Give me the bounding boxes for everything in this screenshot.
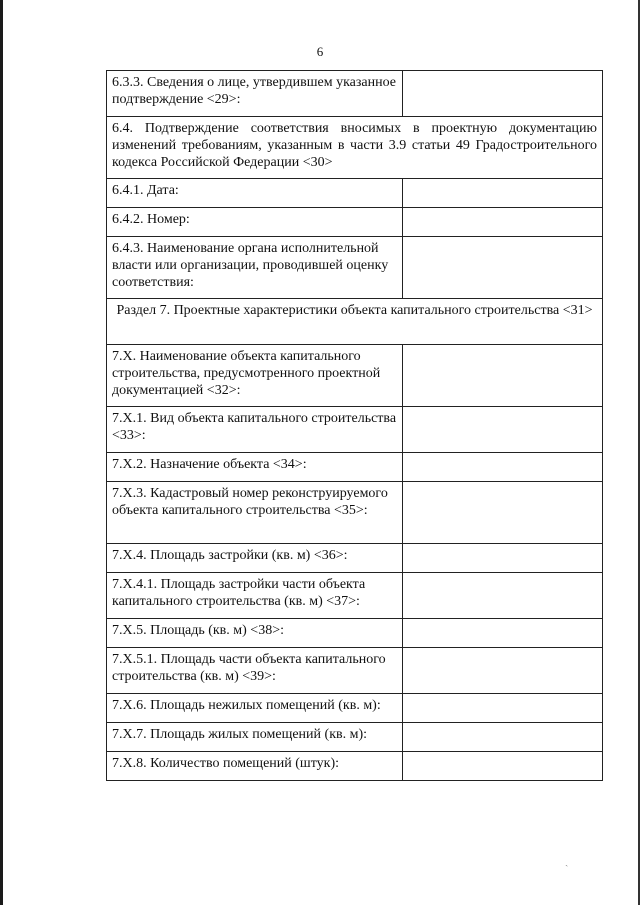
row-value[interactable] (403, 723, 603, 752)
table-row (107, 694, 603, 723)
scan-speck: ˏ (565, 856, 569, 867)
row-value[interactable] (403, 619, 603, 648)
row-value[interactable] (403, 648, 603, 694)
table-row (107, 345, 603, 407)
row-label: 7.X.8. Количество помещений (штук): (107, 752, 403, 781)
row-value[interactable] (403, 71, 603, 117)
row-label: 7.X.6. Площадь нежилых помещений (кв. м): (107, 694, 403, 723)
row-label: 7.X.5. Площадь (кв. м) <38>: (107, 619, 403, 648)
row-value[interactable] (403, 237, 603, 299)
table-row (107, 619, 603, 648)
table-row (107, 723, 603, 752)
row-label: 6.4.3. Наименование органа исполнительной власти или организации, проводившей оценку соответствия: (107, 237, 403, 299)
row-label: 7.X.2. Назначение объекта <34>: (107, 453, 403, 482)
table-row (107, 453, 603, 482)
row-value[interactable] (403, 453, 603, 482)
table-row-wide (107, 117, 603, 179)
row-value[interactable] (403, 752, 603, 781)
row-label: 7.X.3. Кадастровый номер реконструируемого объекта капитального строительства <35>: (107, 482, 403, 544)
row-label: 6.4.1. Дата: (107, 179, 403, 208)
table-row (107, 648, 603, 694)
section-heading-6-4: 6.4. Подтверждение соответствия вносимых в проектную документацию изменений требованиям, указанным в части 3.9 статьи 49 Градостроительного кодекса Российской Федерации <30> (107, 117, 603, 179)
row-value[interactable] (403, 544, 603, 573)
table-row (107, 544, 603, 573)
section-heading-7: Раздел 7. Проектные характеристики объекта капитального строительства <31> (107, 299, 603, 345)
row-value[interactable] (403, 179, 603, 208)
row-value[interactable] (403, 208, 603, 237)
row-value[interactable] (403, 694, 603, 723)
row-label: 7.X.1. Вид объекта капитального строительства <33>: (107, 407, 403, 453)
row-label: 7.X.7. Площадь жилых помещений (кв. м): (107, 723, 403, 752)
row-label: 6.4.2. Номер: (107, 208, 403, 237)
page-edge-shadow (0, 0, 3, 905)
row-label: 7.X.4.1. Площадь застройки части объекта капитального строительства (кв. м) <37>: (107, 573, 403, 619)
row-value[interactable] (403, 482, 603, 544)
row-value[interactable] (403, 573, 603, 619)
page-number: 6 (316, 44, 324, 59)
table-row (107, 208, 603, 237)
row-label: 7.X.5.1. Площадь части объекта капитального строительства (кв. м) <39>: (107, 648, 403, 694)
table-row (107, 573, 603, 619)
table-row (107, 179, 603, 208)
table-row (107, 237, 603, 299)
table-row (107, 482, 603, 544)
table-row (107, 407, 603, 453)
table-row (107, 752, 603, 781)
row-value[interactable] (403, 407, 603, 453)
row-label: 6.3.3. Сведения о лице, утвердившем указанное подтверждение <29>: (107, 71, 403, 117)
row-label: 7.X.4. Площадь застройки (кв. м) <36>: (107, 544, 403, 573)
row-label: 7.X. Наименование объекта капитального строительства, предусмотренного проектной документацией <32>: (107, 345, 403, 407)
form-table (106, 70, 603, 781)
row-value[interactable] (403, 345, 603, 407)
table-row (107, 71, 603, 117)
table-row-wide (107, 299, 603, 345)
